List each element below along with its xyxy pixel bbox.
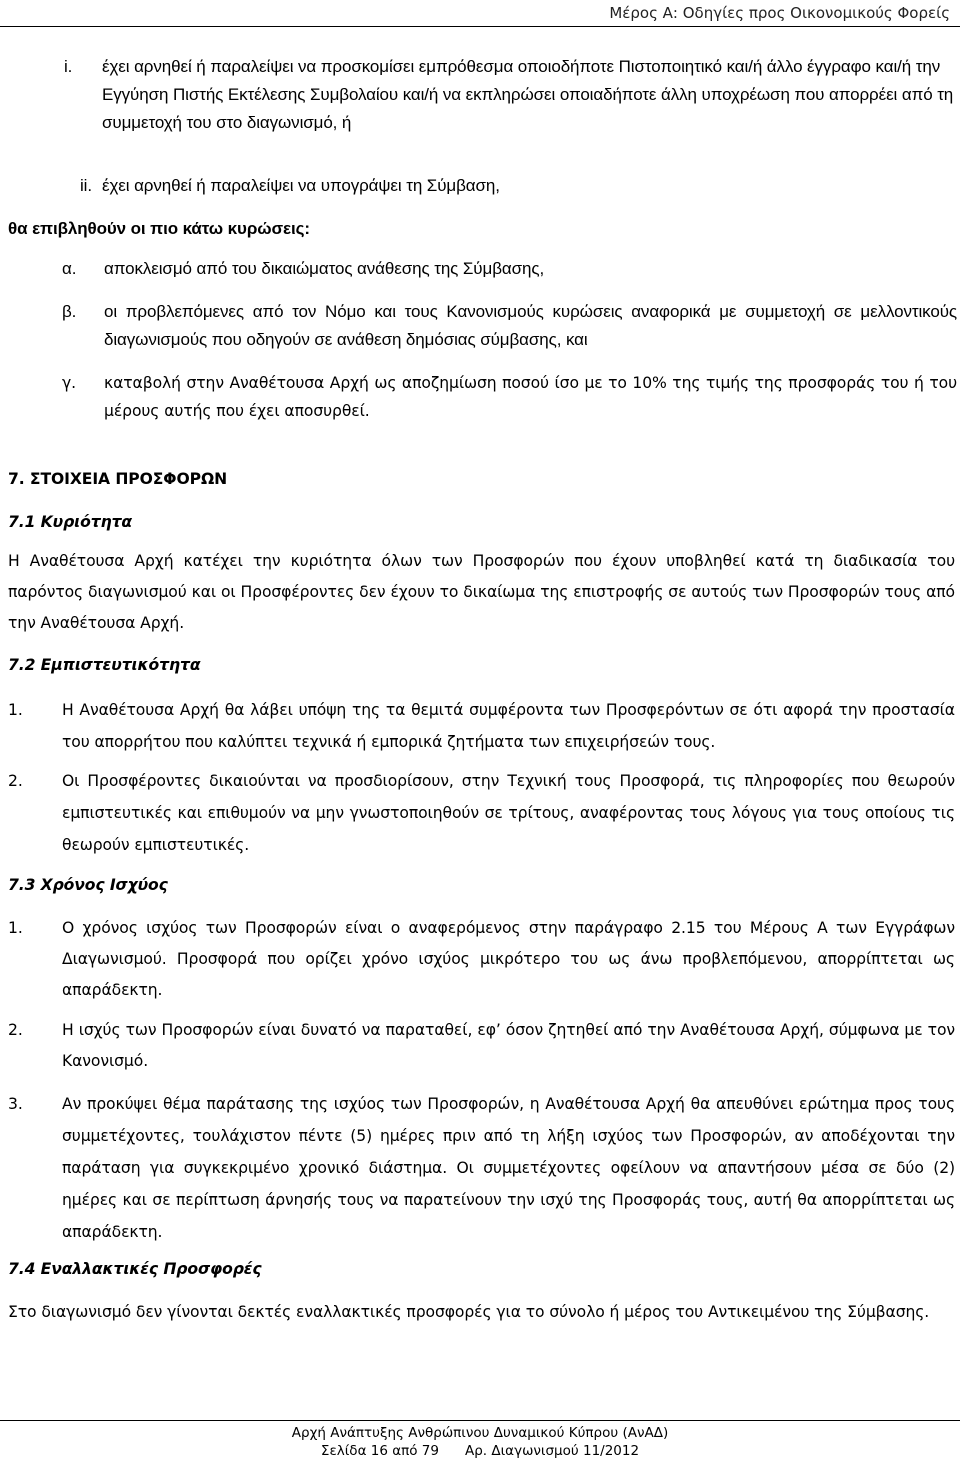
- subsection-title: 7.2 Εμπιστευτικότητα: [8, 656, 201, 674]
- header-divider: [0, 26, 960, 27]
- list-item-text: καταβολή στην Αναθέτουσα Αρχή ως αποζημίωση ποσού ίσο με το 10% της τιμής της προσφοράς του ή του μέρους αυτής που έχει αποσυρθεί.: [104, 374, 957, 420]
- list-item-text: Οι Προσφέροντες δικαιούνται να προσδιορίσουν, στην Τεχνική τους Προσφορά, τις πληροφορίες που θεωρούν εμπιστευτικές και επιθυμούν να μην γνωστοποιηθούν σε τρίτους, αναφέροντας τους λόγους για τους οποίους τις θεωρούν εμπιστευτικές.: [62, 772, 955, 854]
- list-item: [62, 369, 957, 425]
- list-item-text: έχει αρνηθεί ή παραλείψει να υπογράψει τη Σύμβαση,: [102, 176, 500, 195]
- sanctions-heading: θα επιβληθούν οι πιο κάτω κυρώσεις:: [8, 219, 310, 238]
- list-marker: 1.: [8, 919, 23, 937]
- list-item-text: Η ισχύς των Προσφορών είναι δυνατό να παραταθεί, εφ’ όσον ζητηθεί από την Αναθέτουσα Αρχή, σύμφωνα με τον Κανονισμό.: [62, 1021, 955, 1070]
- section-title: 7. ΣΤΟΙΧΕΙΑ ΠΡΟΣΦΟΡΩΝ: [8, 470, 228, 488]
- list-item: [8, 1088, 955, 1248]
- list-marker: i.: [64, 57, 73, 76]
- subsection-title: 7.4 Εναλλακτικές Προσφορές: [8, 1260, 262, 1278]
- list-item: [64, 53, 955, 137]
- tender-number: Αρ. Διαγωνισμού 11/2012: [464, 1443, 640, 1459]
- list-marker: 2.: [8, 1021, 23, 1039]
- list-item: [62, 298, 957, 354]
- list-marker: 1.: [8, 701, 23, 719]
- running-header: Μέρος Α: Οδηγίες προς Οικονομικούς Φορείς: [609, 4, 950, 22]
- footer-organization: Αρχή Ανάπτυξης Ανθρώπινου Δυναμικού Κύπρου (ΑνΑΔ): [291, 1425, 669, 1441]
- list-item: [8, 913, 955, 1006]
- list-marker: ii.: [80, 176, 92, 195]
- list-item-text: Ο χρόνος ισχύος των Προσφορών είναι ο αναφερόμενος στην παράγραφο 2.15 του Μέρους Α των Εγγράφων Διαγωνισμού. Προσφορά που ορίζει χρόνο ισχύος μικρότερο του ως άνω προβλεπόμενου, απορρίπτεται ως απαράδεκτη.: [62, 919, 955, 999]
- footer-divider: [0, 1420, 960, 1421]
- list-item-text: Αν προκύψει θέμα παράτασης της ισχύος των Προσφορών, η Αναθέτουσα Αρχή θα απευθύνει ερώτημα προς τους συμμετέχοντες, τουλάχιστον πέντε (5) ημέρες πριν από τη λήξη ισχύος των Προσφορών, αν αποδέχονται την παράταση για συγκεκριμένο χρονικό διάστημα. Οι συμμετέχοντες οφείλουν να απαντήσουν μέσα σε δύο (2) ημέρες και σε περίπτωση άρνησής τους να παρατείνουν την ισχύ της Προσφοράς τους, αυτή θα απορρίπτεται ως απαράδεκτη.: [62, 1095, 955, 1241]
- list-item: [8, 694, 955, 758]
- list-marker: α.: [62, 259, 77, 278]
- subsection-title: 7.3 Χρόνος Ισχύος: [8, 876, 168, 894]
- list-item-text: αποκλεισμό από του δικαιώματος ανάθεσης της Σύμβασης,: [104, 259, 545, 278]
- list-item: [80, 172, 950, 200]
- list-item-text: Η Αναθέτουσα Αρχή θα λάβει υπόψη της τα θεμιτά συμφέροντα των Προσφερόντων σε ότι αφορά την προστασία του απορρήτου που καλύπτει τεχνικά ή εμπορικά ζητήματα των επιχειρήσεών τους.: [62, 701, 955, 751]
- list-marker: γ.: [62, 374, 76, 392]
- list-item: [8, 1015, 955, 1077]
- page-number: Σελίδα 16 από 79: [320, 1443, 439, 1459]
- list-marker: 3.: [8, 1095, 23, 1113]
- paragraph: Στο διαγωνισμό δεν γίνονται δεκτές εναλλακτικές προσφορές για το σύνολο ή μέρος του Αντικειμένου της Σύμβασης.: [8, 1303, 930, 1321]
- list-item: [62, 255, 952, 283]
- list-item: [8, 765, 955, 861]
- list-item-text: έχει αρνηθεί ή παραλείψει να προσκομίσει εμπρόθεσμα οποιοδήποτε Πιστοποιητικό και/ή άλλο έγγραφο και/ή την Εγγύηση Πιστής Εκτέλεσης Συμβολαίου και/ή να εκπληρώσει οποιαδήποτε άλλη υποχρέωση που απορρέει από τη συμμετοχή του στο διαγωνισμό, ή: [102, 57, 954, 132]
- list-marker: β.: [62, 302, 77, 321]
- list-item-text: οι προβλεπόμενες από τον Νόμο και τους Κανονισμούς κυρώσεις αναφορικά με συμμετοχή σε μελλοντικούς διαγωνισμούς που οδηγούν σε ανάθεση δημόσιας σύμβασης, και: [104, 302, 957, 349]
- footer-meta: [0, 1442, 960, 1460]
- list-marker: 2.: [8, 772, 23, 790]
- paragraph: Η Αναθέτουσα Αρχή κατέχει την κυριότητα όλων των Προσφορών που έχουν υποβληθεί κατά τη διαδικασία του παρόντος διαγωνισμού και οι Προσφέροντες δεν έχουν το δικαίωμα της επιστροφής σε αυτούς των Προσφορών τους από την Αναθέτουσα Αρχή.: [8, 552, 955, 632]
- subsection-title: 7.1 Κυριότητα: [8, 513, 133, 531]
